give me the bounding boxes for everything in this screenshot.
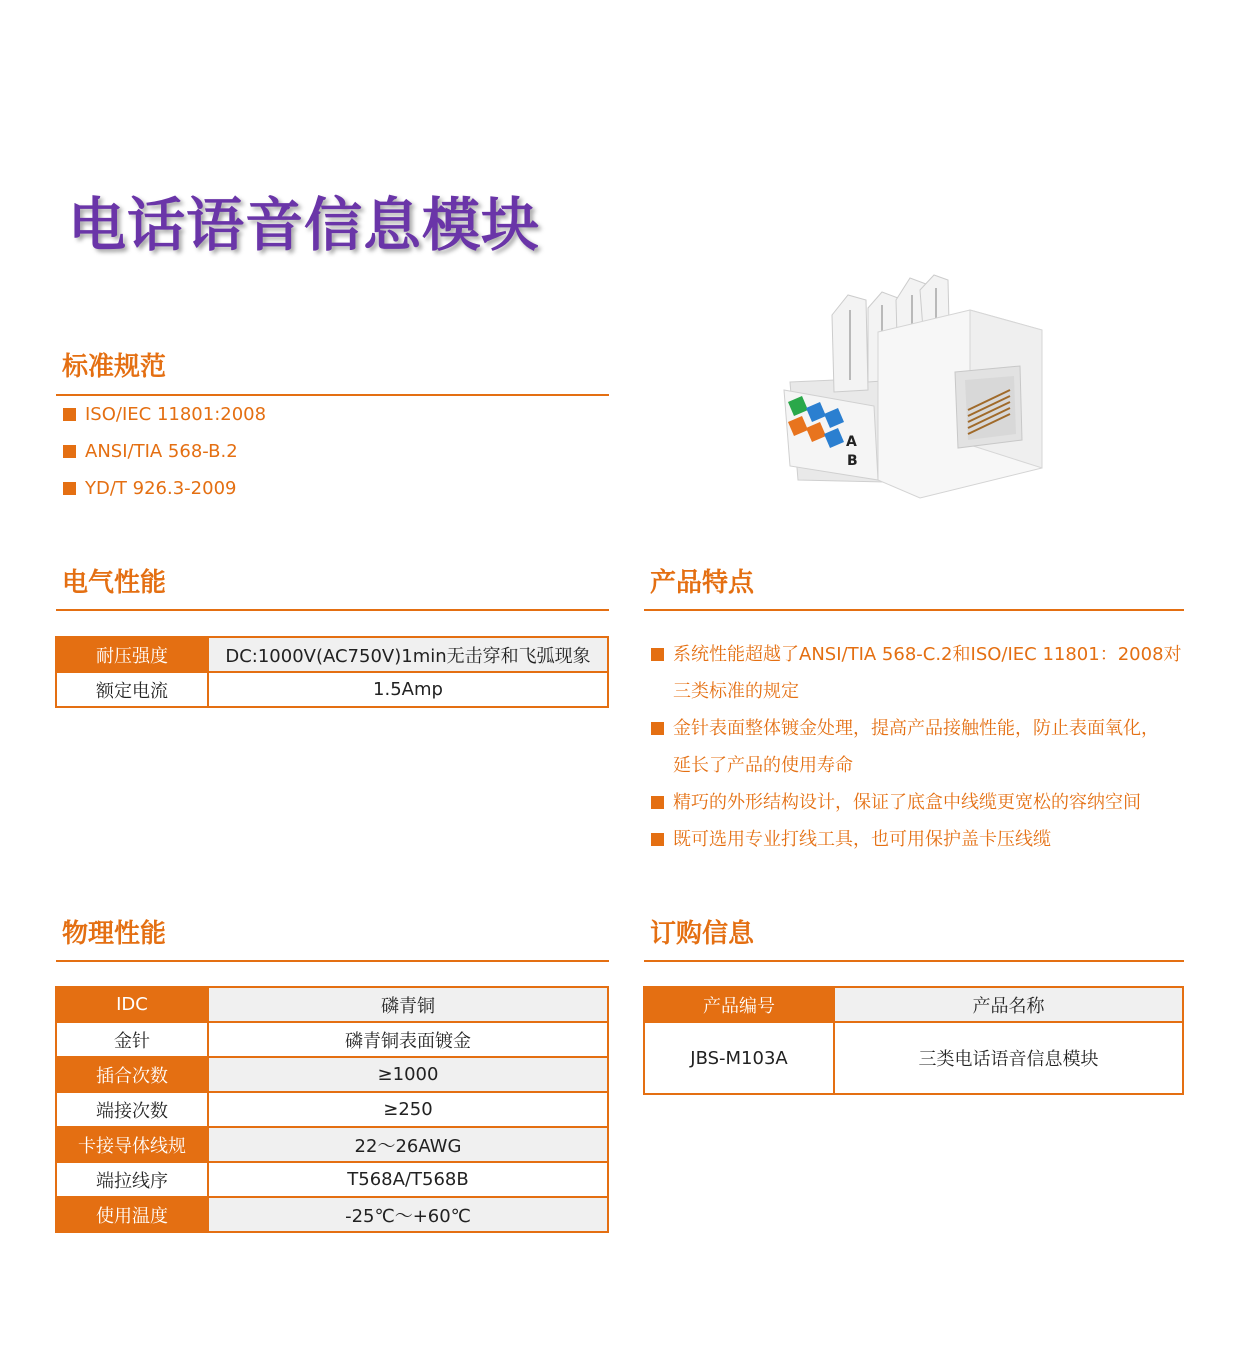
table-row xyxy=(56,1057,608,1092)
table-key: 使用温度 xyxy=(56,1197,208,1232)
features-list xyxy=(651,636,1191,858)
page-title: 电话语音信息模块 xyxy=(68,191,541,259)
features-heading: 产品特点 xyxy=(650,568,755,598)
standards-list xyxy=(63,396,266,507)
list-item: 精巧的外形结构设计，保证了底盒中线缆更宽松的容纳空间 xyxy=(651,784,1191,821)
table-key: 插合次数 xyxy=(56,1057,208,1092)
table-key: IDC xyxy=(56,987,208,1022)
table-value: T568A/T568B xyxy=(208,1162,608,1197)
table-value: 磷青铜 xyxy=(208,987,608,1022)
bullet-square-icon xyxy=(651,722,664,735)
bullet-square-icon xyxy=(651,648,664,661)
electrical-rule xyxy=(56,609,609,611)
table-row xyxy=(56,1127,608,1162)
list-item: ISO/IEC 11801:2008 xyxy=(63,396,266,433)
table-key: 额定电流 xyxy=(56,672,208,707)
table-key: 端接次数 xyxy=(56,1092,208,1127)
column-header: 产品名称 xyxy=(834,987,1183,1022)
table-key: 卡接导体线规 xyxy=(56,1127,208,1162)
table-value: 磷青铜表面镀金 xyxy=(208,1022,608,1057)
electrical-table xyxy=(55,636,609,708)
table-row xyxy=(56,1162,608,1197)
label-a: A xyxy=(846,434,857,450)
list-item: YD/T 926.3-2009 xyxy=(63,470,266,507)
table-value: 1.5Amp xyxy=(208,672,608,707)
table-value: ≥250 xyxy=(208,1092,608,1127)
table-row xyxy=(56,1022,608,1057)
electrical-heading: 电气性能 xyxy=(62,568,167,598)
table-value: -25℃～+60℃ xyxy=(208,1197,608,1232)
table-key: 耐压强度 xyxy=(56,637,208,672)
physical-rule xyxy=(56,960,609,962)
physical-table xyxy=(55,986,609,1233)
list-item: 金针表面整体镀金处理，提高产品接触性能，防止表面氧化， 延长了产品的使用寿命 xyxy=(651,710,1191,784)
standards-heading: 标准规范 xyxy=(62,352,167,382)
label-b: B xyxy=(847,453,858,469)
list-item: 系统性能超越了ANSI/TIA 568-C.2和ISO/IEC 11801：2008对 三类标准的规定 xyxy=(651,636,1191,710)
table-row xyxy=(56,637,608,672)
bullet-square-icon xyxy=(651,833,664,846)
ordering-table xyxy=(643,986,1184,1095)
bullet-square-icon xyxy=(651,796,664,809)
ordering-rule xyxy=(644,960,1184,962)
table-value: DC:1000V(AC750V)1min无击穿和飞弧现象 xyxy=(208,637,608,672)
ordering-heading: 订购信息 xyxy=(650,919,755,949)
table-row xyxy=(56,1197,608,1232)
table-key: 端拉线序 xyxy=(56,1162,208,1197)
table-row xyxy=(644,1022,1183,1094)
list-item: ANSI/TIA 568-B.2 xyxy=(63,433,266,470)
table-key: 金针 xyxy=(56,1022,208,1057)
table-value: ≥1000 xyxy=(208,1057,608,1092)
table-row xyxy=(56,672,608,707)
product-code: JBS-M103A xyxy=(644,1022,834,1094)
table-row xyxy=(56,1092,608,1127)
bullet-square-icon xyxy=(63,482,76,495)
table-header-row xyxy=(644,987,1183,1022)
bullet-square-icon xyxy=(63,445,76,458)
features-rule xyxy=(644,609,1184,611)
physical-heading: 物理性能 xyxy=(62,919,167,949)
table-row xyxy=(56,987,608,1022)
bullet-square-icon xyxy=(63,408,76,421)
product-name: 三类电话语音信息模块 xyxy=(834,1022,1183,1094)
product-image xyxy=(770,270,1050,505)
list-item: 既可选用专业打线工具，也可用保护盖卡压线缆 xyxy=(651,821,1191,858)
column-header: 产品编号 xyxy=(644,987,834,1022)
table-value: 22～26AWG xyxy=(208,1127,608,1162)
